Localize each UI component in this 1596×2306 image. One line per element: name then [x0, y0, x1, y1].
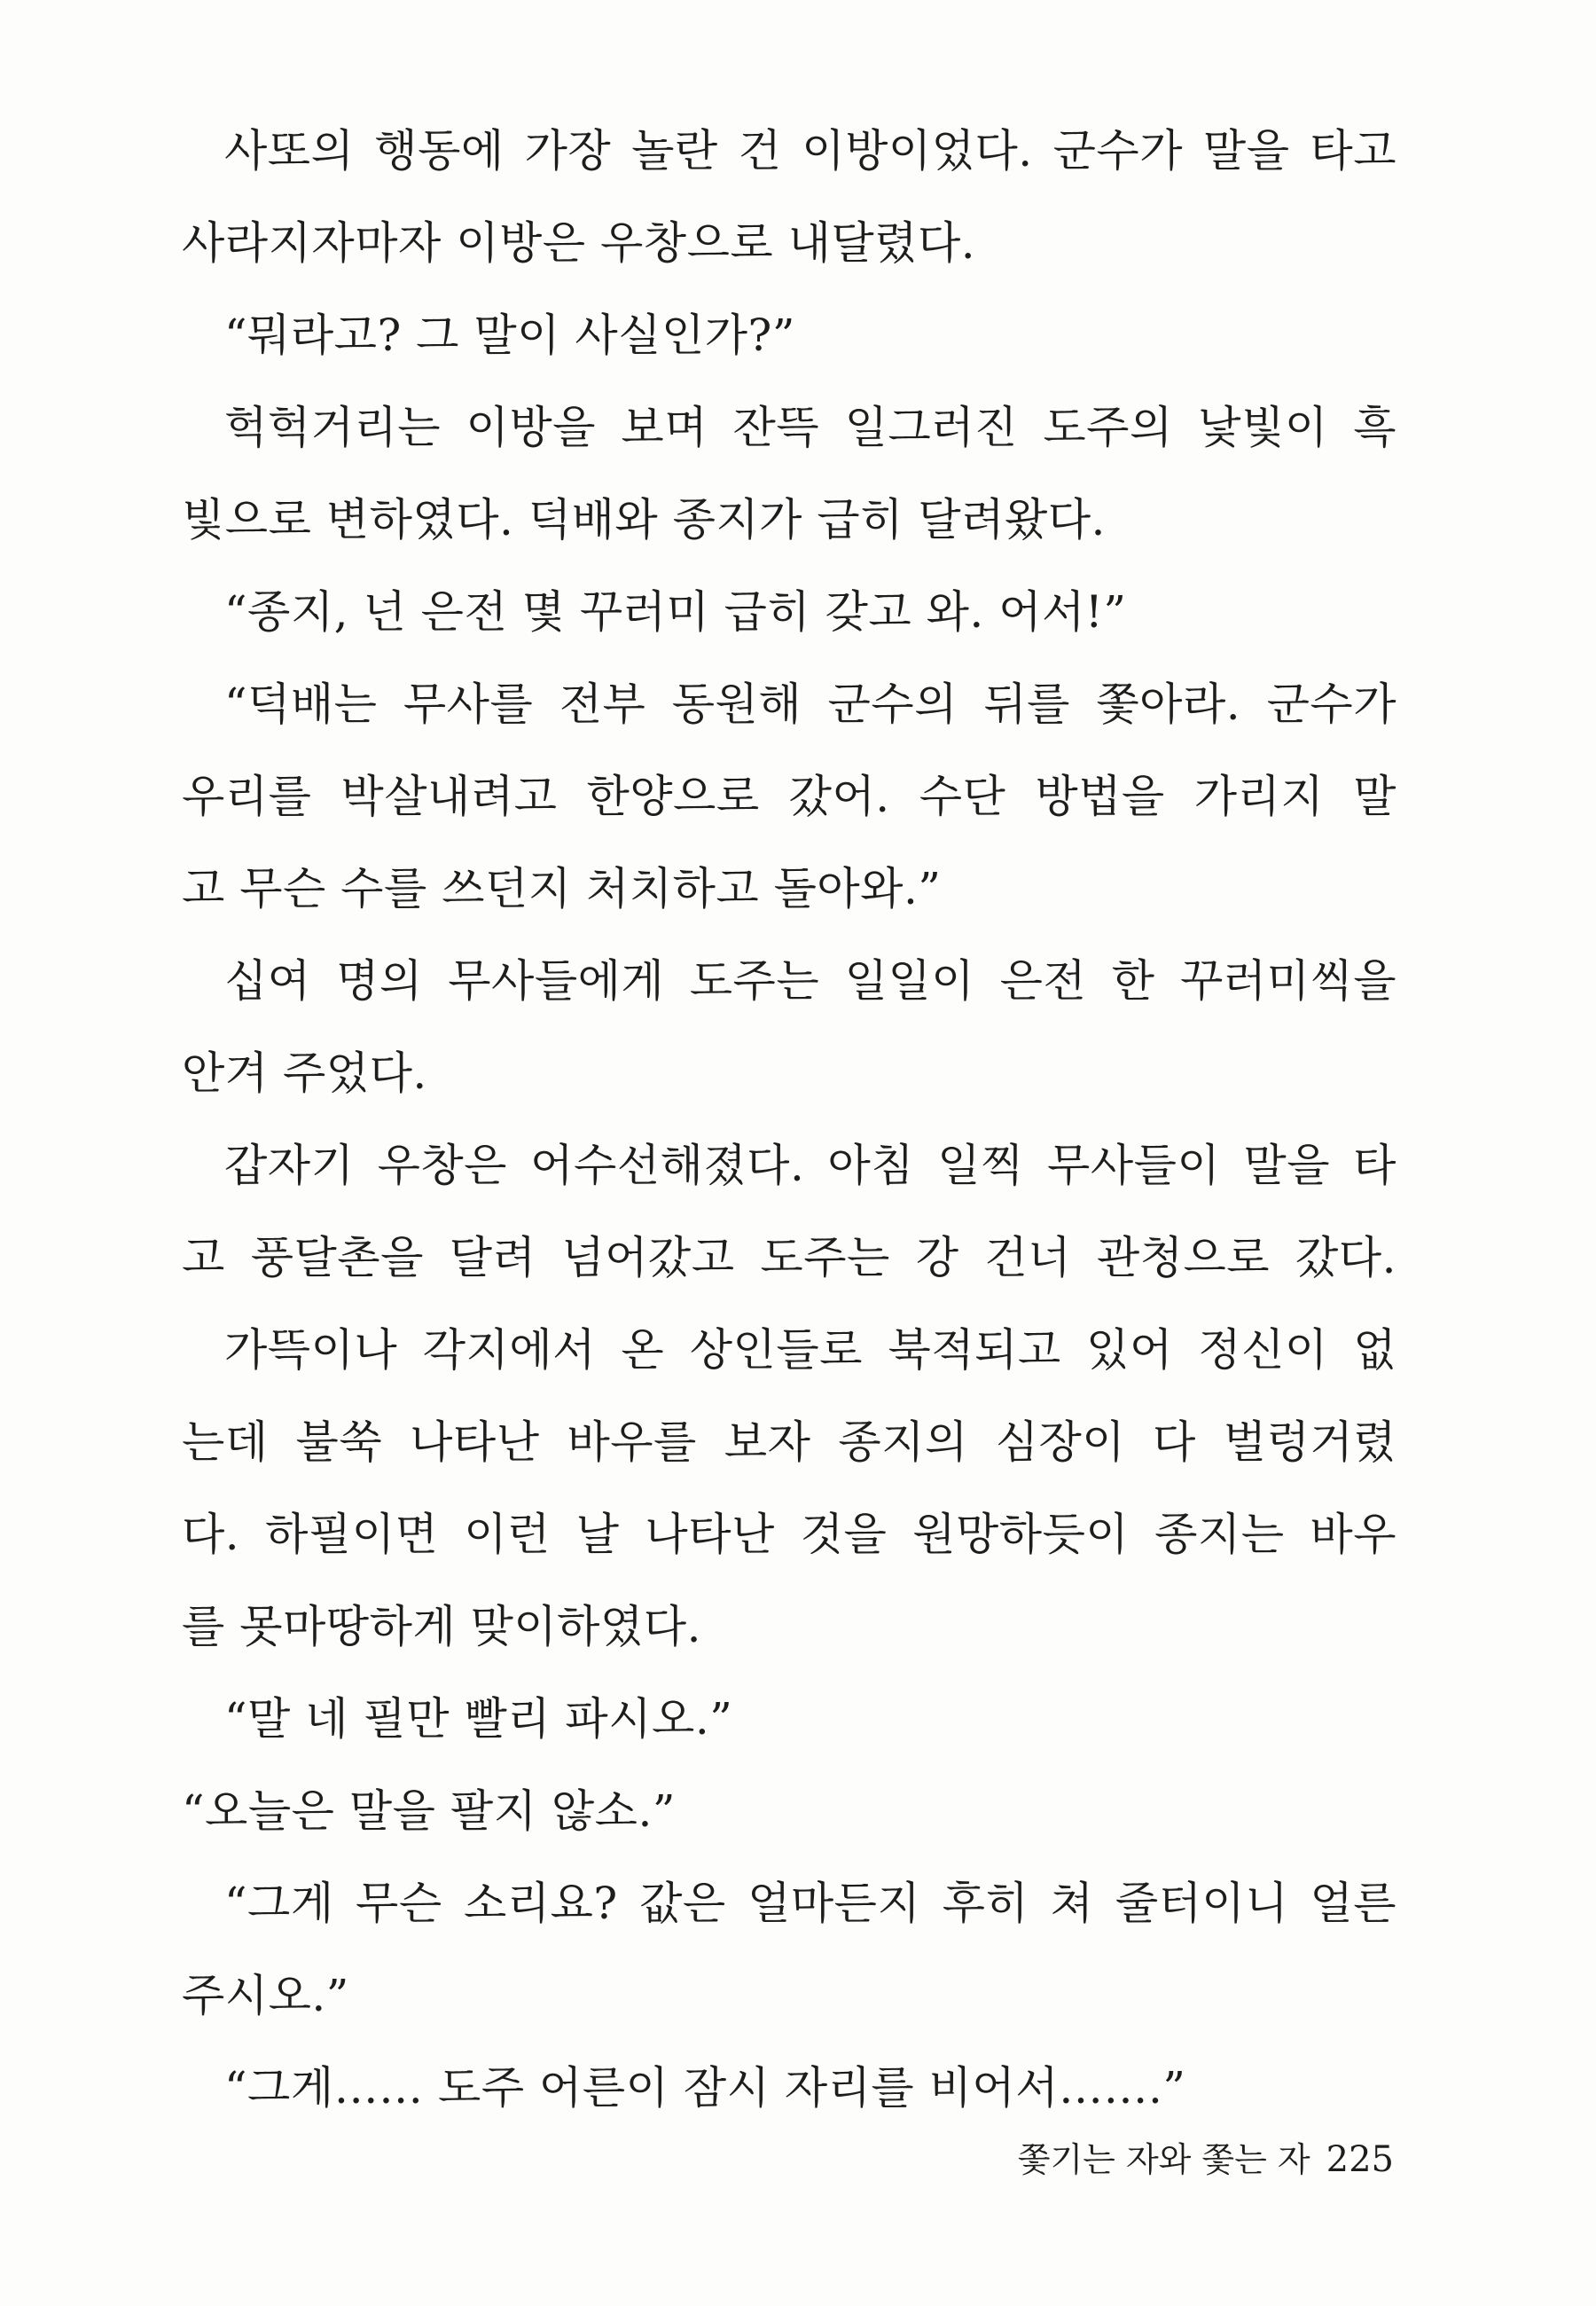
text-line-3: “뭐라고? 그 말이 사실인가?” [224, 310, 795, 361]
text-line-22: “그게…… 도주 어른이 잠시 자리를 비어서…….” [224, 2062, 1186, 2114]
text-line-2: 사라지자마자 이방은 우창으로 내달렸다. [182, 217, 976, 269]
page-number: 225 [1326, 2139, 1394, 2180]
text-line-12: 갑자기 우창은 어수선해졌다. 아침 일찍 무사들이 말을 타 [224, 1140, 1396, 1191]
running-title: 쫓기는 자와 쫓는 자 [1017, 2140, 1310, 2179]
text-line-9: 고 무슨 수를 쓰던지 처치하고 돌아와.” [182, 863, 942, 914]
text-line-5: 빛으로 변하였다. 덕배와 종지가 급히 달려왔다. [182, 494, 1106, 545]
text-line-19: “오늘은 말을 팔지 않소.” [182, 1785, 676, 1837]
text-line-8: 우리를 박살내려고 한양으로 갔어. 수단 방법을 가리지 말 [182, 771, 1396, 822]
text-line-13: 고 풍달촌을 달려 넘어갔고 도주는 강 건너 관청으로 갔다. [182, 1232, 1396, 1283]
text-line-11: 안겨 주었다. [182, 1047, 427, 1099]
text-line-1: 사또의 행동에 가장 놀란 건 이방이었다. 군수가 말을 타고 [224, 125, 1396, 176]
page-footer [1018, 2129, 1394, 2191]
body-text [182, 105, 1396, 2134]
text-line-17: 를 못마땅하게 맞이하였다. [182, 1601, 701, 1652]
text-line-21: 주시오.” [182, 1970, 349, 2021]
text-line-7: “덕배는 무사를 전부 동원해 군수의 뒤를 쫓아라. 군수가 [224, 678, 1396, 730]
text-line-10: 십여 명의 무사들에게 도주는 일일이 은전 한 꾸러미씩을 [224, 955, 1396, 1007]
text-line-14: 가뜩이나 각지에서 온 상인들로 북적되고 있어 정신이 없 [224, 1324, 1396, 1376]
text-line-4: 헉헉거리는 이방을 보며 잔뜩 일그러진 도주의 낯빛이 흑 [224, 402, 1396, 453]
text-line-6: “종지, 넌 은전 몇 꾸러미 급히 갖고 와. 어서!” [224, 586, 1127, 638]
text-line-18: “말 네 필만 빨리 파시오.” [224, 1693, 733, 1745]
text-line-20: “그게 무슨 소리요? 값은 얼마든지 후히 쳐 줄터이니 얼른 [224, 1878, 1396, 1929]
text-line-16: 다. 하필이면 이런 날 나타난 것을 원망하듯이 종지는 바우 [182, 1509, 1396, 1560]
text-line-15: 는데 불쑥 나타난 바우를 보자 종지의 심장이 다 벌렁거렸 [182, 1416, 1396, 1468]
